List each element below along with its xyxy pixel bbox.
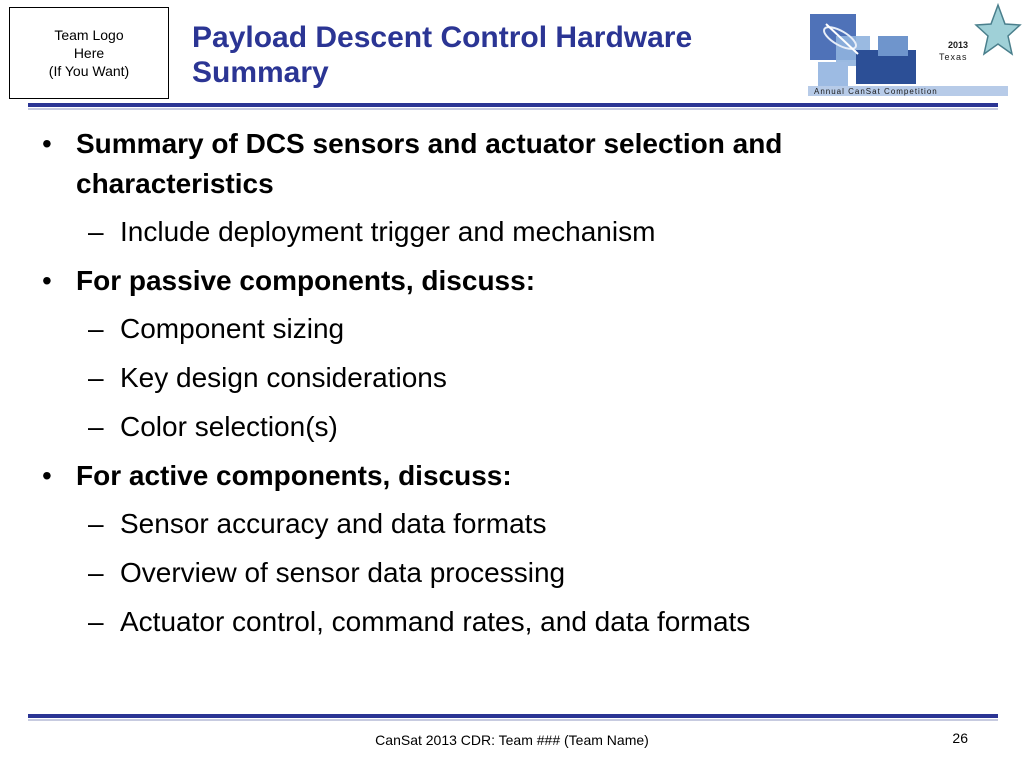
team-logo-line-2: Here	[73, 45, 105, 61]
team-logo-placeholder	[9, 7, 169, 99]
sub-bullet-item	[40, 504, 980, 544]
competition-logo-year: 2013	[948, 40, 969, 50]
sub-bullet-item	[40, 358, 980, 398]
bullet-text: For passive components, discuss:	[76, 265, 536, 296]
sub-bullet-item	[40, 407, 980, 447]
footer-text: CanSat 2013 CDR: Team ### (Team Name)	[375, 732, 649, 748]
bullet-marker: •	[42, 460, 52, 491]
dash-marker: –	[88, 508, 104, 539]
header-divider	[28, 103, 998, 107]
bullet-marker: •	[42, 265, 52, 296]
dash-marker: –	[88, 557, 104, 588]
bullet-list	[40, 124, 980, 651]
bullet-item	[40, 261, 980, 301]
sub-bullet-item	[40, 553, 980, 593]
sub-bullet-text: Key design considerations	[120, 362, 447, 393]
sub-bullet-text: Overview of sensor data processing	[120, 557, 566, 588]
dash-marker: –	[88, 313, 104, 344]
dash-marker: –	[88, 411, 104, 442]
team-logo-line-3: (If You Want)	[48, 63, 130, 79]
sub-bullet-text: Actuator control, command rates, and data formats	[120, 606, 751, 637]
cansat-competition-logo	[800, 2, 1022, 102]
competition-logo-state: Texas	[939, 52, 968, 62]
team-logo-line-1: Team Logo	[54, 27, 124, 43]
sub-bullet-text: Color selection(s)	[120, 411, 338, 442]
star-icon	[976, 5, 1020, 54]
slide-title-line-2: Summary	[192, 56, 329, 89]
sub-bullet-text: Sensor accuracy and data formats	[120, 508, 547, 539]
sub-bullet-item	[40, 602, 980, 642]
bullet-item	[40, 456, 980, 496]
dash-marker: –	[88, 362, 104, 393]
sub-bullet-text: Component sizing	[120, 313, 345, 344]
footer-divider	[28, 714, 998, 718]
slide-title	[192, 20, 792, 90]
bullet-text: Summary of DCS sensors and actuator selection and characteristics	[76, 128, 783, 199]
dash-marker: –	[88, 606, 104, 637]
page-number: 26	[952, 730, 968, 746]
sub-bullet-item	[40, 309, 980, 349]
slide-title-line-1: Payload Descent Control Hardware	[192, 21, 693, 54]
sub-bullet-item	[40, 212, 980, 252]
bullet-item	[40, 124, 980, 204]
dash-marker: –	[88, 216, 104, 247]
competition-logo-name: Annual CanSat Competition	[814, 87, 938, 96]
sub-bullet-text: Include deployment trigger and mechanism	[120, 216, 656, 247]
bullet-text: For active components, discuss:	[76, 460, 512, 491]
bullet-marker: •	[42, 128, 52, 159]
